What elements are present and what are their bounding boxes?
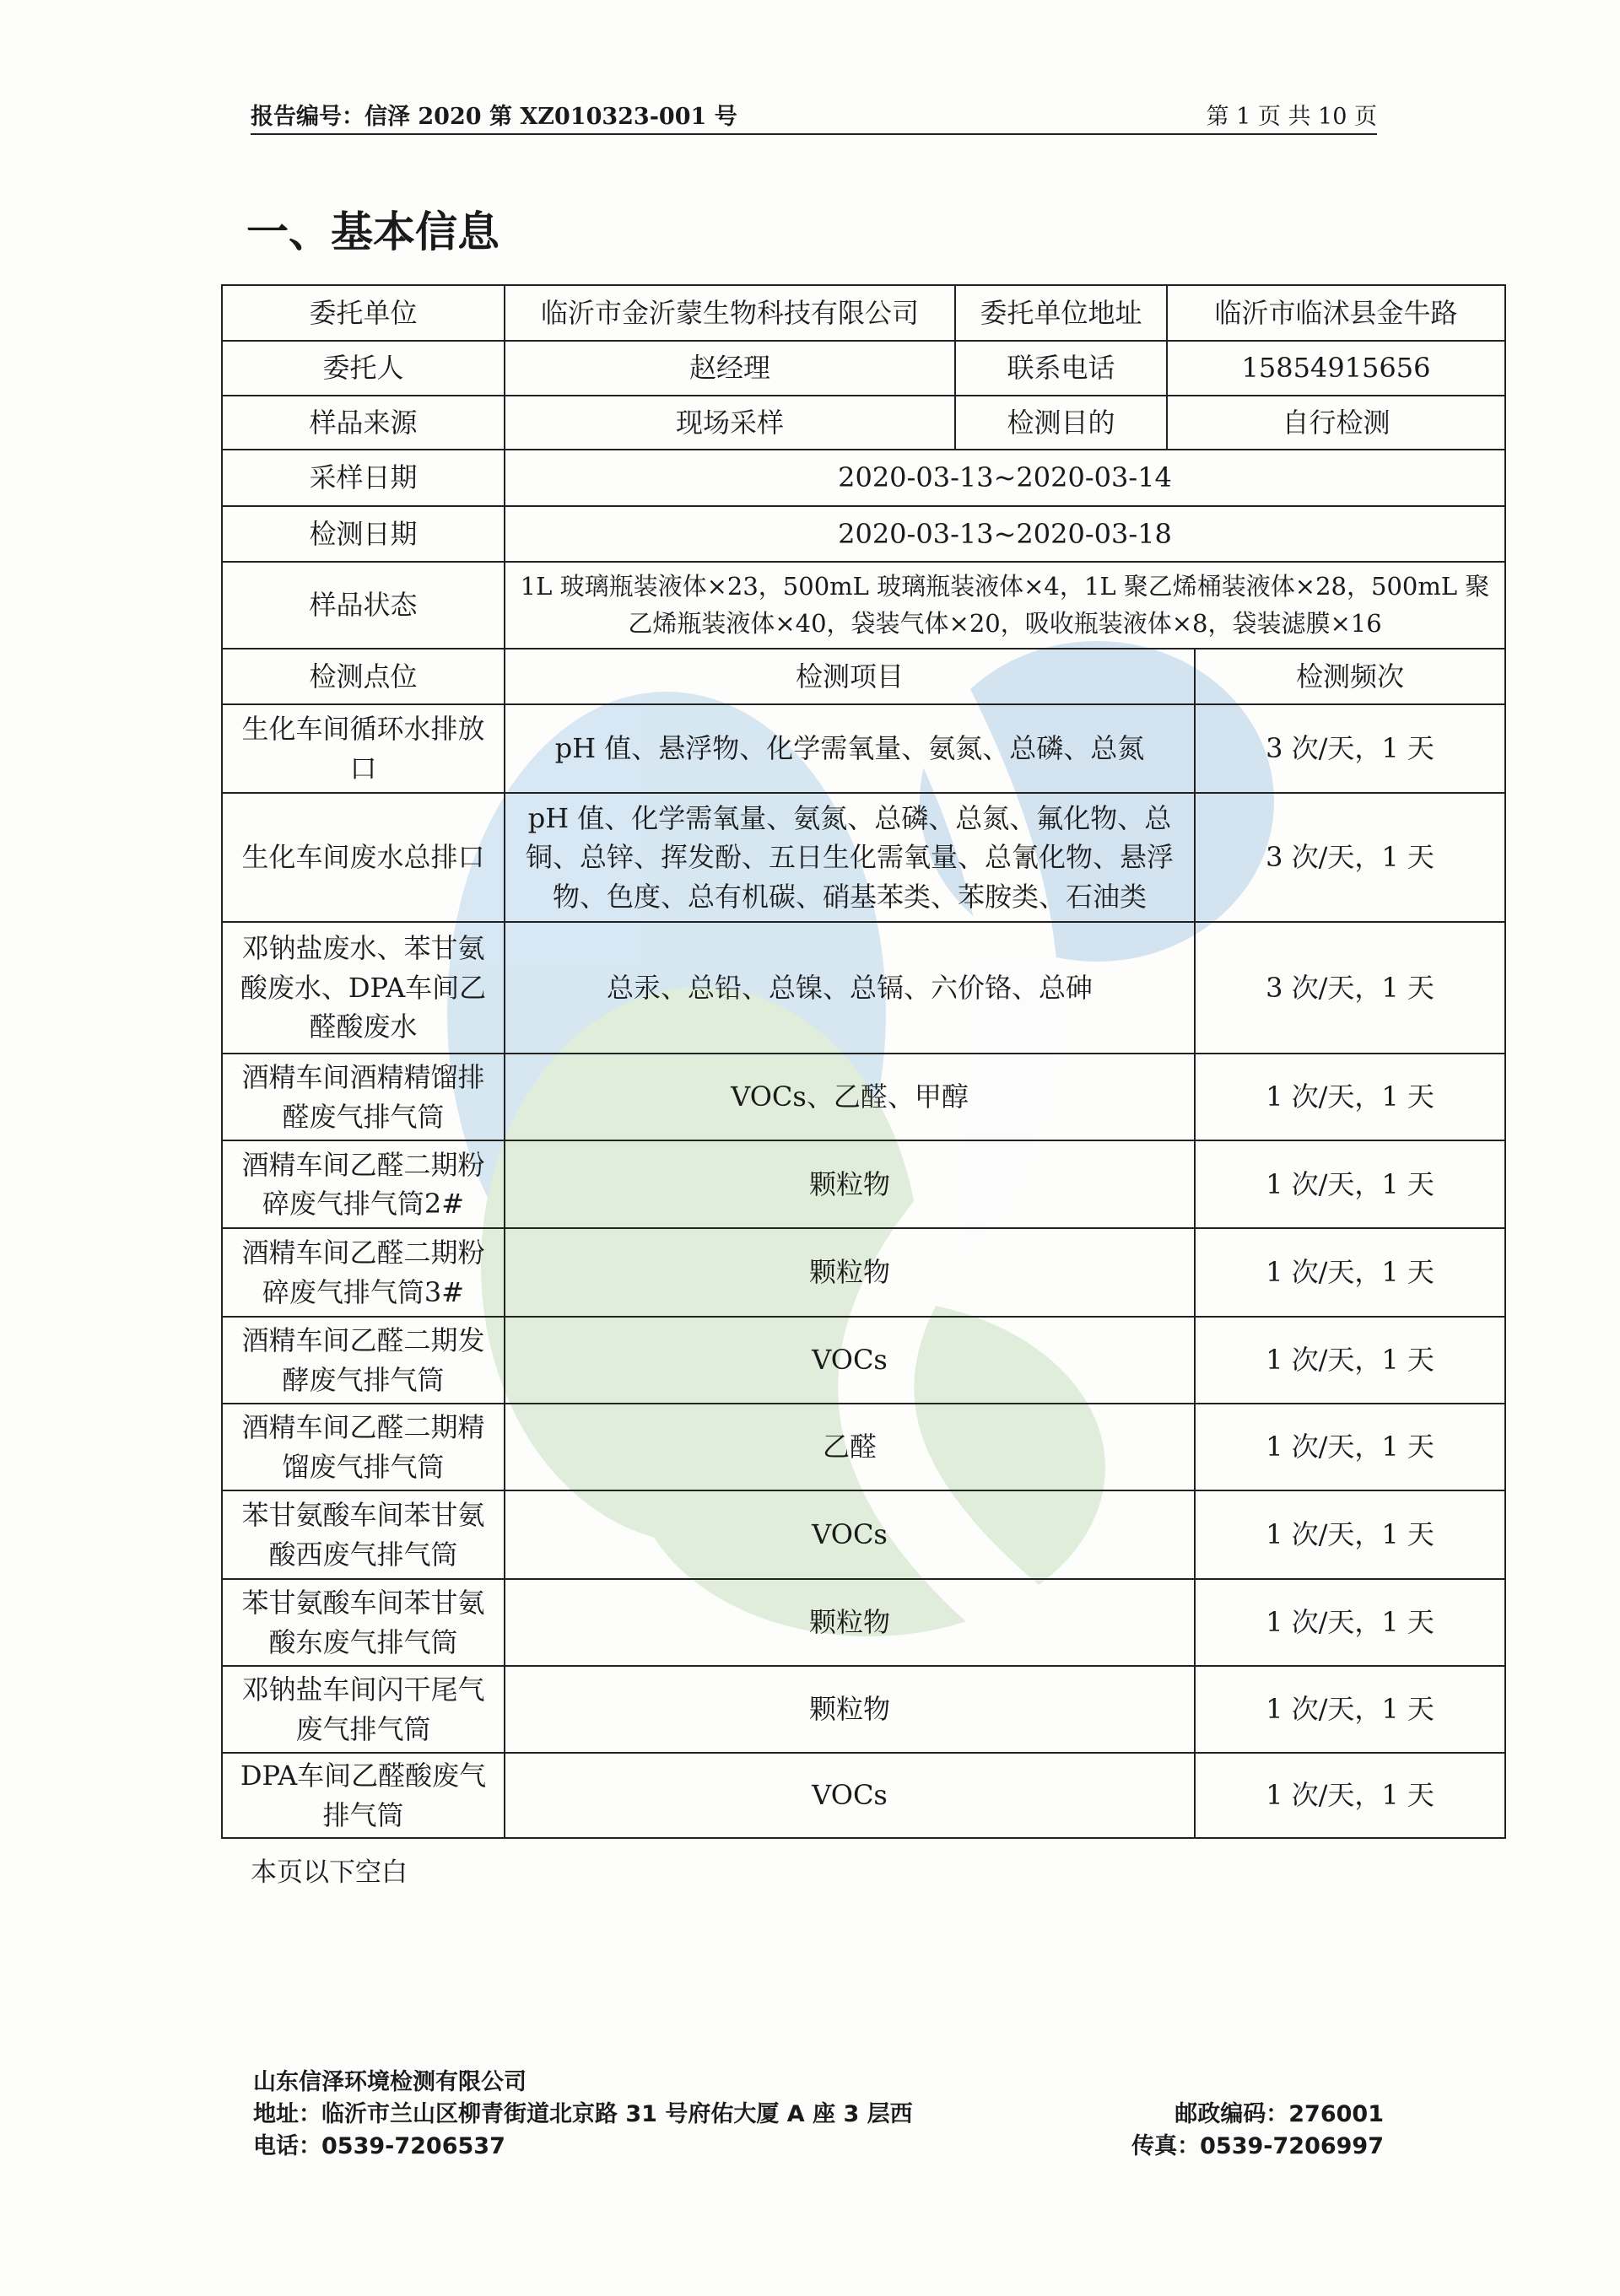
client-value: 临沂市金沂蒙生物科技有限公司: [505, 285, 955, 341]
detection-items: VOCs、乙醛、甲醇: [505, 1054, 1195, 1140]
contact-value: 赵经理: [505, 341, 955, 396]
detection-point: 邓钠盐车间闪干尾气废气排气筒: [222, 1666, 505, 1753]
detection-point: DPA车间乙醛酸废气排气筒: [222, 1753, 505, 1838]
sample-state-label: 样品状态: [222, 562, 505, 649]
detection-frequency: 1 次/天，1 天: [1195, 1579, 1505, 1666]
sample-state-value: 1L 玻璃瓶装液体×23，500mL 玻璃瓶装液体×4，1L 聚乙烯桶装液体×28，500mL 聚乙烯瓶装液体×40，袋装气体×20，吸收瓶装液体×8，袋装滤膜×16: [505, 562, 1505, 649]
detection-items: 颗粒物: [505, 1666, 1195, 1753]
detection-frequency: 1 次/天，1 天: [1195, 1228, 1505, 1317]
detection-items: 总汞、总铅、总镍、总镉、六价铬、总砷: [505, 922, 1195, 1054]
detection-point: 生化车间循环水排放口: [222, 704, 505, 793]
section-title: 一、基本信息: [246, 207, 500, 256]
sample-source-value: 现场采样: [505, 396, 955, 450]
detection-frequency: 1 次/天，1 天: [1195, 1753, 1505, 1838]
sample-source-label: 样品来源: [222, 396, 505, 450]
detection-items: 颗粒物: [505, 1579, 1195, 1666]
table-row: [222, 793, 1505, 922]
report-number: 报告编号：信泽 2020 第 XZ010323-001 号: [251, 104, 737, 130]
blank-page-note: 本页以下空白: [251, 1857, 408, 1888]
testing-date-value: 2020-03-13~2020-03-18: [505, 506, 1505, 562]
detection-frequency: 1 次/天，1 天: [1195, 1140, 1505, 1228]
detection-point: 酒精车间乙醛二期精馏废气排气筒: [222, 1404, 505, 1490]
detection-frequency: 1 次/天，1 天: [1195, 1490, 1505, 1579]
detection-header-row: [222, 649, 1505, 704]
detection-items: pH 值、化学需氧量、氨氮、总磷、总氮、氟化物、总铜、总锌、挥发酚、五日生化需氧量、总氰化物、悬浮物、色度、总有机碳、硝基苯类、苯胺类、石油类: [505, 793, 1195, 922]
purpose-value: 自行检测: [1167, 396, 1505, 450]
table-row: [222, 1753, 1505, 1838]
detection-point: 酒精车间乙醛二期粉碎废气排气筒2#: [222, 1140, 505, 1228]
header-items: 检测项目: [505, 649, 1195, 704]
detection-frequency: 1 次/天，1 天: [1195, 1404, 1505, 1490]
footer-fax: 传真：0539-7206997: [1131, 2133, 1384, 2159]
client-address-value: 临沂市临沭县金牛路: [1167, 285, 1505, 341]
testing-date-label: 检测日期: [222, 506, 505, 562]
sampling-date-label: 采样日期: [222, 450, 505, 506]
detection-point: 苯甘氨酸车间苯甘氨酸东废气排气筒: [222, 1579, 505, 1666]
detection-frequency: 3 次/天，1 天: [1195, 793, 1505, 922]
detection-point: 邓钠盐废水、苯甘氨酸废水、DPA车间乙醛酸废水: [222, 922, 505, 1054]
purpose-label: 检测目的: [955, 396, 1167, 450]
table-row: [222, 1228, 1505, 1317]
detection-items: 颗粒物: [505, 1228, 1195, 1317]
detection-items: 乙醛: [505, 1404, 1195, 1490]
table-row: [222, 922, 1505, 1054]
table-row: [222, 396, 1505, 450]
table-row: [222, 1140, 1505, 1228]
footer-company: 山东信泽环境检测有限公司: [253, 2069, 526, 2095]
detection-frequency: 1 次/天，1 天: [1195, 1054, 1505, 1140]
table-row: [222, 285, 1505, 341]
table-row: [222, 1490, 1505, 1579]
page-footer: [253, 2067, 1384, 2168]
client-address-label: 委托单位地址: [955, 285, 1167, 341]
table-row: [222, 341, 1505, 396]
footer-postcode: 邮政编码：276001: [1174, 2101, 1384, 2127]
detection-frequency: 1 次/天，1 天: [1195, 1317, 1505, 1404]
client-label: 委托单位: [222, 285, 505, 341]
detection-items: VOCs: [505, 1753, 1195, 1838]
detection-frequency: 3 次/天，1 天: [1195, 922, 1505, 1054]
detection-point: 苯甘氨酸车间苯甘氨酸西废气排气筒: [222, 1490, 505, 1579]
header-frequency: 检测频次: [1195, 649, 1505, 704]
detection-point: 酒精车间酒精精馏排醛废气排气筒: [222, 1054, 505, 1140]
table-row: [222, 1404, 1505, 1490]
footer-address: 地址：临沂市兰山区柳青街道北京路 31 号府佑大厦 A 座 3 层西: [253, 2101, 913, 2127]
basic-info-table: [221, 284, 1506, 1839]
contact-label: 委托人: [222, 341, 505, 396]
detection-items: VOCs: [505, 1317, 1195, 1404]
footer-phone: 电话：0539-7206537: [253, 2133, 505, 2159]
page-header: [251, 101, 1377, 135]
detection-frequency: 3 次/天，1 天: [1195, 704, 1505, 793]
detection-items: pH 值、悬浮物、化学需氧量、氨氮、总磷、总氮: [505, 704, 1195, 793]
detection-point: 酒精车间乙醛二期粉碎废气排气筒3#: [222, 1228, 505, 1317]
table-row: [222, 506, 1505, 562]
detection-items: 颗粒物: [505, 1140, 1195, 1228]
table-row: [222, 1579, 1505, 1666]
phone-value: 15854915656: [1167, 341, 1505, 396]
table-row: [222, 1666, 1505, 1753]
table-row: [222, 450, 1505, 506]
sampling-date-value: 2020-03-13~2020-03-14: [505, 450, 1505, 506]
table-row: [222, 1317, 1505, 1404]
page-number: 第 1 页 共 10 页: [1206, 104, 1377, 130]
table-row: [222, 1054, 1505, 1140]
detection-items: VOCs: [505, 1490, 1195, 1579]
phone-label: 联系电话: [955, 341, 1167, 396]
table-row: [222, 704, 1505, 793]
detection-frequency: 1 次/天，1 天: [1195, 1666, 1505, 1753]
detection-point: 酒精车间乙醛二期发酵废气排气筒: [222, 1317, 505, 1404]
header-point: 检测点位: [222, 649, 505, 704]
detection-point: 生化车间废水总排口: [222, 793, 505, 922]
table-row: [222, 562, 1505, 649]
